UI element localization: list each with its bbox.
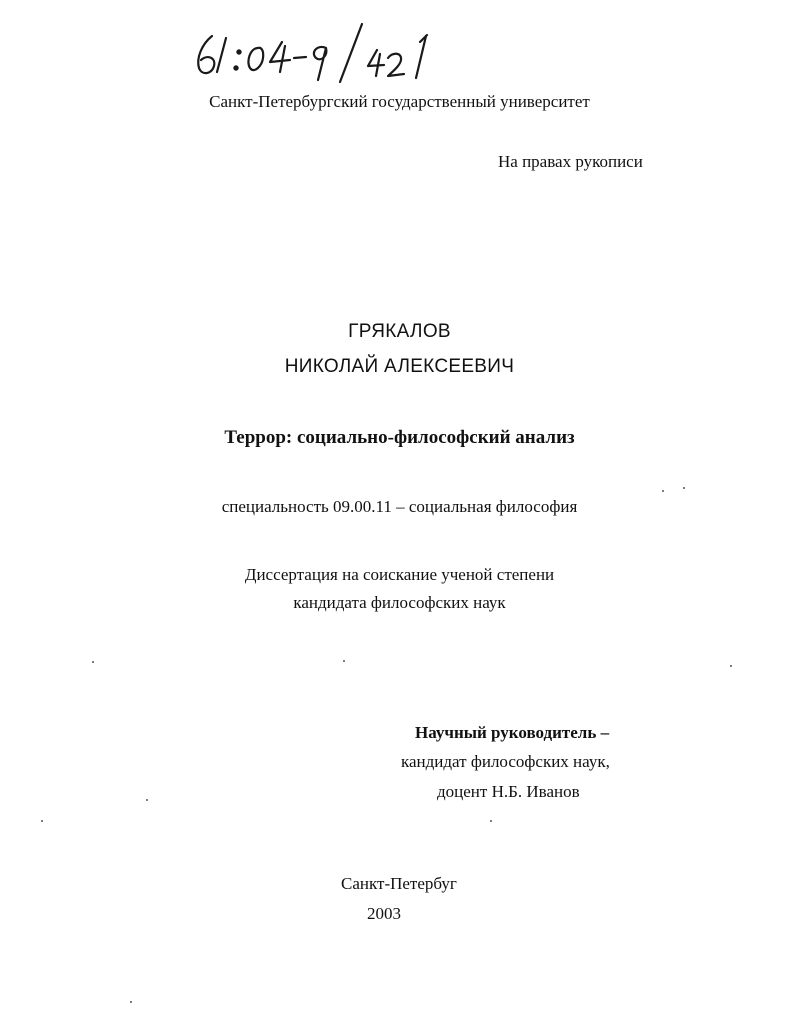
scan-speck xyxy=(130,1001,132,1003)
handwritten-archive-code xyxy=(190,16,460,86)
degree-line-2: кандидата философских наук xyxy=(293,593,506,612)
degree-line-1: Диссертация на соискание ученой степени xyxy=(244,565,555,584)
supervisor-title: кандидат философских наук, xyxy=(401,752,610,771)
scan-speck xyxy=(490,820,492,822)
scan-speck xyxy=(92,661,94,663)
scan-speck xyxy=(730,665,732,667)
scan-speck xyxy=(343,660,345,662)
manuscript-note: На правах рукописи xyxy=(498,152,643,171)
scan-speck xyxy=(683,487,685,489)
year: 2003 xyxy=(367,904,401,923)
author-surname: ГРЯКАЛОВ xyxy=(348,321,451,342)
supervisor-name: доцент Н.Б. Иванов xyxy=(437,782,580,801)
scan-speck xyxy=(662,490,664,492)
university-name: Санкт-Петербургский государственный университет xyxy=(209,92,590,111)
author-given-names: НИКОЛАЙ АЛЕКСЕЕВИЧ xyxy=(284,356,515,377)
scan-speck xyxy=(41,820,43,822)
supervisor-heading: Научный руководитель – xyxy=(415,723,610,742)
specialty: специальность 09.00.11 – социальная философия xyxy=(221,497,578,516)
city: Санкт-Петербуг xyxy=(341,874,457,893)
thesis-title: Террор: социально-философский анализ xyxy=(224,427,575,448)
scan-speck xyxy=(146,799,148,801)
